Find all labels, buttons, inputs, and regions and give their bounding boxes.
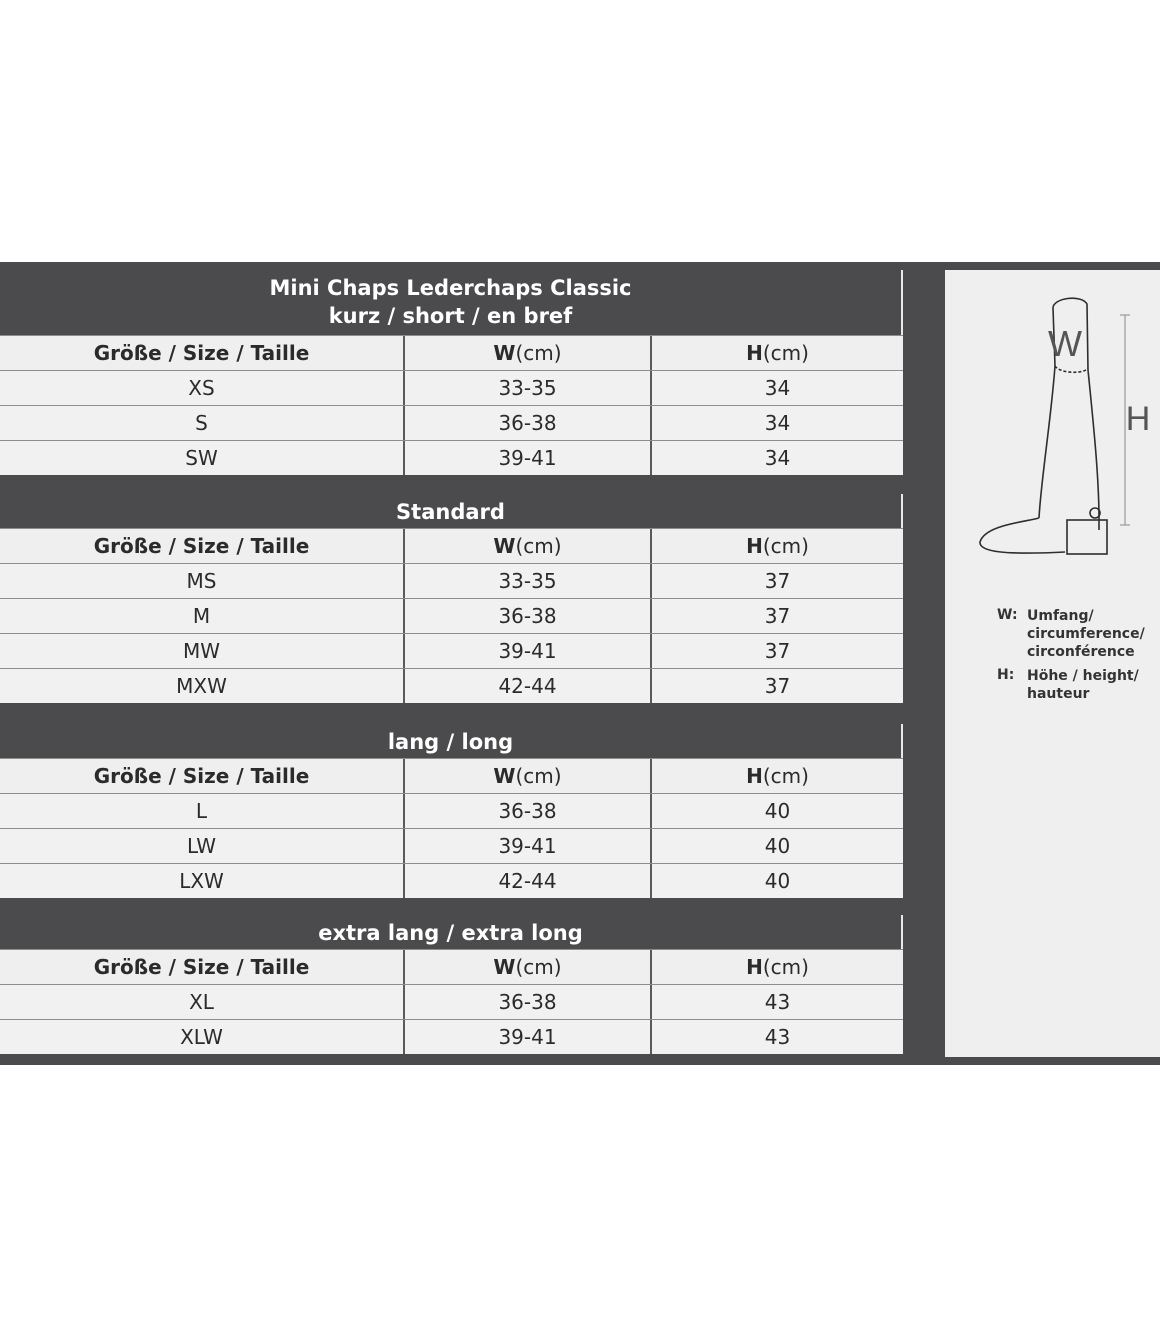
h-cell: 34 [764,411,791,435]
size-header: Größe / Size / Taille [0,950,405,984]
header-row [0,335,903,370]
h-cell: 40 [764,799,791,823]
table-row [0,405,903,440]
legend-line: circumference/ [1027,626,1145,642]
section-title: lang / long [0,724,903,758]
section-title [0,270,903,335]
size-header: Größe / Size / Taille [0,759,405,793]
size-cell: MW [0,634,405,668]
w-cell: 42-44 [405,864,652,898]
h-cell: 40 [764,834,791,858]
section-grid [0,335,903,475]
w-cell: 36-38 [405,985,652,1019]
h-cell: 40 [764,869,791,893]
size-cell: L [0,794,405,828]
chaps-diagram [945,270,1160,570]
w-cell: 39-41 [405,829,652,863]
table-row [0,1019,903,1054]
h-header: H (cm) [746,534,809,558]
size-cell: XLW [0,1020,405,1054]
w-cell: 39-41 [405,441,652,475]
size-table [0,262,905,1065]
w-cell: 33-35 [405,371,652,405]
section-title: Standard [0,494,903,528]
h-cell: 37 [764,639,791,663]
w-cell: 39-41 [405,634,652,668]
illustration-panel [945,270,1160,1057]
legend-key: W: [997,607,1018,623]
w-header: W (cm) [405,336,652,370]
section-grid [0,758,903,898]
legend-line: Höhe / height/ [1027,668,1139,684]
chart-subtitle: kurz / short / en bref [328,304,573,328]
h-cell: 37 [764,569,791,593]
section-long [0,724,903,898]
h-cell: 43 [764,1025,791,1049]
size-cell: XS [0,371,405,405]
size-cell: MXW [0,669,405,703]
section-title: extra lang / extra long [0,915,903,949]
h-header: H (cm) [746,341,809,365]
header-row [0,949,903,984]
size-cell: LXW [0,864,405,898]
table-row [0,633,903,668]
header-row [0,758,903,793]
half-chaps-icon [980,298,1107,554]
size-cell: SW [0,441,405,475]
table-row [0,440,903,475]
section-extra-long [0,915,903,1054]
table-row [0,863,903,898]
header-row [0,528,903,563]
size-cell: M [0,599,405,633]
size-header: Größe / Size / Taille [0,336,405,370]
table-row [0,598,903,633]
w-cell: 36-38 [405,794,652,828]
chart-title: Mini Chaps Lederchaps Classic [269,276,632,300]
size-cell: XL [0,985,405,1019]
w-header: W (cm) [405,950,652,984]
section-grid [0,528,903,703]
w-cell: 33-35 [405,564,652,598]
legend-text [1027,607,1145,661]
h-cell: 37 [764,604,791,628]
legend-line: circonférence [1027,644,1135,660]
table-row [0,668,903,703]
legend-h [997,667,1157,703]
legend-line: hauteur [1027,686,1090,702]
w-cell: 36-38 [405,406,652,440]
w-diagram-label: W [1048,323,1082,364]
w-cell: 39-41 [405,1020,652,1054]
h-cell: 34 [764,446,791,470]
legend-text [1027,667,1139,703]
size-header: Größe / Size / Taille [0,529,405,563]
w-cell: 36-38 [405,599,652,633]
table-row [0,370,903,405]
h-cell: 34 [764,376,791,400]
size-chart [0,262,1160,1065]
legend-w [997,607,1157,661]
h-header: H (cm) [746,955,809,979]
h-header: H (cm) [746,764,809,788]
section-grid [0,949,903,1054]
h-cell: 43 [764,990,791,1014]
h-cell: 37 [764,674,791,698]
size-cell: LW [0,829,405,863]
section-standard [0,494,903,703]
legend-key: H: [997,667,1015,683]
w-header: W (cm) [405,529,652,563]
table-row [0,563,903,598]
size-cell: S [0,406,405,440]
w-header: W (cm) [405,759,652,793]
w-cell: 42-44 [405,669,652,703]
table-row [0,793,903,828]
legend [997,607,1157,709]
size-cell: MS [0,564,405,598]
table-row [0,828,903,863]
h-diagram-label: H [1125,400,1151,438]
section-short [0,270,903,475]
table-row [0,984,903,1019]
legend-line: Umfang/ [1027,608,1094,624]
